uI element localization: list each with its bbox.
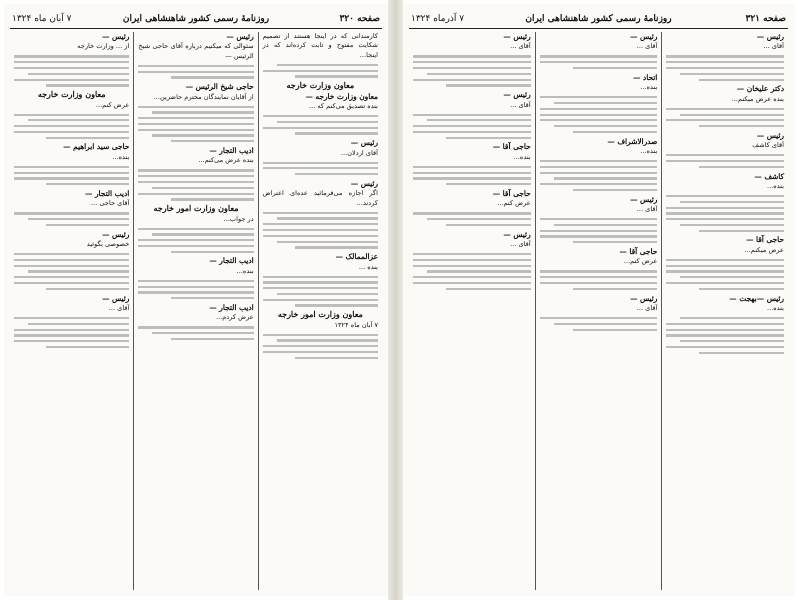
section-heading: معاون وزارت امور خارجه <box>277 309 363 320</box>
paragraph-text: عرض میکنم... <box>744 245 784 254</box>
speaker-name: رئیس — <box>756 32 784 41</box>
text-lines <box>540 218 658 243</box>
section-heading: معاون وزارت خارجه <box>286 80 355 91</box>
right-page-header <box>409 10 788 29</box>
paragraph-text: بنده... <box>112 152 130 161</box>
paragraph-text: آقای ... <box>636 303 658 312</box>
speaker-name: رئیس — <box>630 194 658 204</box>
text-lines <box>263 64 378 78</box>
text-lines <box>413 253 531 290</box>
speaker-name: رئیس — <box>503 90 531 100</box>
text-lines <box>413 114 531 139</box>
speaker-name: عزالممالک — <box>335 252 378 262</box>
right-page-columns <box>409 32 788 590</box>
text-lines <box>263 212 378 249</box>
speaker-name: معاون وزارت خارجه — <box>305 91 378 101</box>
right-page-date: ۷ آذرماه ۱۳۲۴ <box>411 14 465 24</box>
page-gutter <box>388 0 403 600</box>
left-page-number: صفحه ۳۲۰ <box>339 14 380 24</box>
text-lines <box>540 160 658 191</box>
paragraph-text: از آقایان نمایندگان محترم حاضرین... <box>153 92 254 101</box>
speaker-name: اتحاد — <box>632 72 658 82</box>
text-lines <box>666 108 784 128</box>
text-lines <box>263 276 378 307</box>
speaker-name: حاجی سید ابراهیم — <box>63 142 130 152</box>
text-lines <box>666 195 784 232</box>
speaker-name: رئیس — <box>350 178 378 188</box>
speaker-name: رئیس — <box>756 293 784 303</box>
text-lines <box>413 212 531 226</box>
speaker-name: رئیس — <box>102 293 130 303</box>
text-lines <box>14 55 129 86</box>
paragraph-text: بنده... <box>640 147 658 156</box>
text-lines <box>14 166 129 186</box>
left-page-date: ۷ آبان ماه ۱۳۲۴ <box>12 14 72 24</box>
text-lines <box>540 55 658 69</box>
text-lines <box>263 334 378 359</box>
section-heading: معاون وزارت امور خارجه <box>153 203 239 214</box>
speaker-name: دکتر علیخان — <box>736 84 784 94</box>
paragraph-text: اگر اجازه می‌فرمائید عده‌ای اعتراض کردند... <box>262 189 378 207</box>
text-lines <box>666 154 784 168</box>
paragraph-text: آقای ... <box>510 240 531 249</box>
paragraph-text: آقای اردلان... <box>340 148 378 157</box>
paragraph-text: آقای کاشف <box>752 141 784 150</box>
paragraph-text: خصوصی بگوئید <box>86 240 130 249</box>
text-lines <box>263 162 378 176</box>
section-heading: معاون وزارت خارجه <box>37 89 106 100</box>
column <box>662 32 788 590</box>
paragraph-text: بنده... <box>236 266 254 275</box>
left-page-columns <box>10 32 382 590</box>
paragraph-text: آقای ... <box>108 303 130 312</box>
paragraph-text: آقای حاجی ... <box>91 199 130 208</box>
speaker-name: کاشف — <box>754 171 784 181</box>
text-lines <box>14 212 129 226</box>
text-lines <box>138 169 253 200</box>
paragraph-text: آقای ... <box>510 42 531 51</box>
speaker-name: رئیس — <box>503 32 531 41</box>
text-lines <box>138 228 253 253</box>
text-lines <box>413 55 531 86</box>
speaker-name: ادیب التجار — <box>85 188 130 198</box>
text-lines <box>540 96 658 133</box>
speaker-name: رئیس — <box>226 32 254 41</box>
column <box>134 32 258 590</box>
column <box>10 32 134 590</box>
text-lines <box>138 106 253 143</box>
paragraph-text: ۷ آبان ماه ۱۳۲۴ <box>334 320 378 329</box>
column <box>409 32 536 590</box>
speaker-name: ادیب التجار — <box>209 256 254 266</box>
paragraph-text: در جواب... <box>223 214 254 223</box>
speaker-name: رئیس — <box>102 229 130 239</box>
paragraph-text: بنده تصدیق می‌کنم که ... <box>309 101 378 110</box>
paragraph-text: بنده... <box>766 182 784 190</box>
speaker-name: رئیس — <box>350 138 378 148</box>
paragraph-text: بنده عرض میکنم... <box>731 94 784 103</box>
text-lines <box>138 326 253 340</box>
text-lines <box>666 317 784 354</box>
paragraph-text: آقای ... <box>510 100 531 109</box>
speaker-name: حاجی آقا — <box>746 235 784 245</box>
paragraph-text: عرض کنم... <box>95 100 130 109</box>
paragraph-text: آقای ... <box>636 42 658 51</box>
text-lines <box>138 65 253 79</box>
paragraph-text: کارمندانی که در اینجا هستند از تصمیم شکایت مفتوح و ثابت کرده‌اند که در اینجا... <box>262 32 378 59</box>
speaker-name: رئیس — <box>756 130 784 140</box>
speaker-name: رئیس — <box>102 32 130 41</box>
speaker-name: صدرالاشراف — <box>607 136 658 146</box>
column <box>259 32 382 590</box>
text-lines <box>14 114 129 139</box>
text-lines <box>540 270 658 290</box>
speaker-name: رئیس — <box>503 229 531 239</box>
paragraph-text: بنده... <box>513 152 531 161</box>
paragraph-text: آقای ... <box>636 205 658 214</box>
left-page <box>4 4 388 596</box>
speaker-name: حاجی آقا — <box>492 142 531 152</box>
right-page-number: صفحه ۳۲۱ <box>745 14 786 24</box>
speaker-name: حاجی آقا — <box>492 188 531 198</box>
paragraph-text: عرض کنم... <box>497 199 531 208</box>
text-lines <box>413 166 531 186</box>
text-lines <box>14 253 129 290</box>
speaker-name: حاجی شیخ الرئیس — <box>185 82 254 92</box>
text-lines <box>666 55 784 80</box>
speaker-name: رئیس — <box>630 32 658 41</box>
paragraph-text: از ... وزارت خارجه <box>77 42 130 51</box>
paragraph-text: سئوالی که میکنیم درباره آقای حاجی شیخ الرئیس — <box>138 42 254 60</box>
left-page-header <box>10 10 382 29</box>
text-lines <box>540 317 658 331</box>
paragraph-text: عرض کنم... <box>623 257 658 266</box>
text-lines <box>263 115 378 135</box>
right-page-title: روزنامهٔ رسمی کشور شاهنشاهی ایران <box>525 14 672 24</box>
speaker-name: بهجت — <box>729 293 757 303</box>
paragraph-text: بنده... <box>766 303 784 312</box>
text-lines <box>138 280 253 300</box>
paragraph-text: عرض کردم... <box>215 313 254 322</box>
column <box>536 32 663 590</box>
speaker-name: رئیس — <box>630 293 658 303</box>
left-page-title: روزنامهٔ رسمی کشور شاهنشاهی ایران <box>122 14 270 24</box>
paragraph-text: بنده عرض می‌کنم... <box>198 156 254 165</box>
paragraph-text: آقای ... <box>763 42 784 51</box>
speaker-name: حاجی آقا — <box>619 247 658 257</box>
speaker-name: ادیب التجار — <box>209 146 254 156</box>
text-lines <box>666 259 784 290</box>
text-lines <box>14 317 129 348</box>
speaker-name: ادیب التجار — <box>209 302 254 312</box>
paragraph-text: بنده ... <box>358 262 378 271</box>
right-page <box>403 4 794 596</box>
paragraph-text: بنده... <box>640 83 658 92</box>
